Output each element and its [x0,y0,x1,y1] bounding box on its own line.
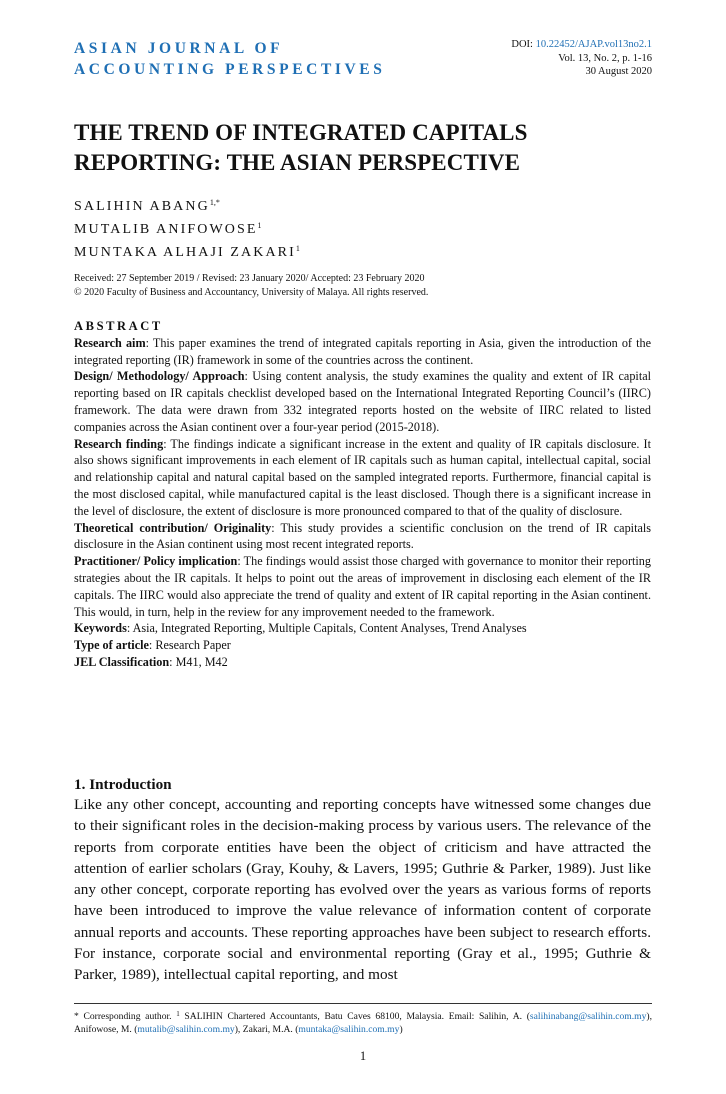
introduction-heading: 1. Introduction [74,776,172,793]
section-text: : This paper examines the trend of integrated capitals reporting in Asia, given the introduction of the integrated reporting (IR) framework in some of the countries across the continent. [74,335,651,367]
abstract-section-methodology [74,368,651,435]
footnote-text: ), Anifowose, M. ( [74,1011,652,1035]
article-title [74,118,674,178]
abstract-section-finding [74,436,651,520]
abstract [74,318,651,671]
section-label: Type of article [74,638,149,653]
title-line2: REPORTING: THE ASIAN PERSPECTIVE [74,150,521,175]
section-text: : Using content analysis, the study examines the quality and extent of IR capital reporting based on IR capitals checklist developed based on the International Integrated Reporting Council’s (IIRC) framework. The data were drawn from 332 integrated reports hosted on the website of IIRC related to listed companies across the Asian continent over a four-year period (2015-2018). [74,369,651,434]
page-number: 1 [359,1049,367,1063]
section-text: : The findings indicate a significant increase in the extent and quality of IR capitals disclosure. It also shows significant improvements in each element of IR capitals such as human capital, intellectual capital, social and relationship capital and natural capital based on the sampled integrated reports. Furthermore, financial capital is the most disclosed capital, while manufactured capital is the least disclosed. Though there is a significant increase in the level of disclosure, the extent of disclosure is more pronounced compared to that of the quality of disclosure. [74,436,651,518]
section-text: : M41, M42 [169,654,228,669]
submission-dates: Received: 27 September 2019 / Revised: 23 January 2020/ Accepted: 23 February 2020 [74,273,425,284]
author-name: MUNTAKA ALHAJI ZAKARI [74,245,296,260]
section-label: Research finding [74,436,164,451]
abstract-section-implication [74,553,651,620]
section-label: Theoretical contribution/ Originality [74,520,272,535]
footnote [74,1008,652,1036]
author [74,239,300,262]
email-link-mutalib[interactable]: mutalib@salihin.com.my [137,1024,235,1035]
author-affiliation-mark: 1 [295,244,300,253]
footnote-affiliation-mark: 1 [176,1010,180,1018]
footnote-text: ), Zakari, M.A. ( [234,1024,299,1035]
footnote-star: * [74,1011,79,1022]
section-label: JEL Classification [74,654,170,669]
abstract-jel [74,654,651,671]
footnote-divider [74,1003,652,1004]
abstract-heading: ABSTRACT [74,319,163,333]
journal-name [74,38,385,80]
introduction-body: Like any other concept, accounting and reporting concepts have witnessed some changes due to their significant roles in the decision-making process by various users. The relevance of the reports from corporate entities have been the object of criticism and have attracted the attention of earlier scholars (Gray, Kouhy, & Lavers, 1995; Guthrie & Parker, 1989). Just like any other concept, corporate reporting has evolved over the years as various forms of reports have been introduced to improve the value relevance of information content of corporate annual reports and accounts. These reporting approaches have been subject to research efforts. For instance, corporate social and environmental reporting (Gray et al., 1995; Guthrie & Parker, 1989), intellectual capital reporting, and most [74,796,651,984]
author-affiliation-mark: 1,* [209,198,220,207]
author-name: MUTALIB ANIFOWOSE [74,222,258,237]
doi-link[interactable]: 10.22452/AJAP.vol13no2.1 [535,39,652,50]
title-line1: THE TREND OF INTEGRATED CAPITALS [74,120,528,145]
abstract-keywords [74,620,651,637]
section-text: : This study provides a scientific conclusion on the trend of IR capitals disclosure in the Asian continent using most recent integrated reports. [74,520,651,552]
author [74,216,300,239]
publication-date: 30 August 2020 [585,66,652,77]
section-label: Design/ Methodology/ Approach [74,369,245,384]
article-meta [511,38,652,79]
section-label: Practitioner/ Policy implication [74,554,238,569]
submission-info [74,272,428,299]
email-link-salihin[interactable]: salihinabang@salihin.com.my [529,1011,647,1022]
author-name: SALIHIN ABANG [74,199,210,214]
copyright-notice: © 2020 Faculty of Business and Accountancy, University of Malaya. All rights reserved. [74,286,429,298]
introduction-section [74,775,651,986]
footnote-text: Corresponding author. [78,1011,177,1022]
abstract-section-research-aim [74,335,651,369]
footnote-text: SALIHIN Chartered Accountants, Batu Caves 68100, Malaysia. Email: Salihin, A. ( [179,1011,530,1022]
doi-line [511,38,652,52]
author-list [74,193,300,262]
author [74,193,300,216]
doi-label: DOI: [511,39,536,50]
email-link-muntaka[interactable]: muntaka@salihin.com.my [298,1024,400,1035]
section-text: : Asia, Integrated Reporting, Multiple Capitals, Content Analyses, Trend Analyses [126,621,527,636]
section-label: Keywords [74,621,127,636]
volume-info: Vol. 13, No. 2, p. 1-16 [558,52,652,64]
section-label: Research aim [74,335,146,350]
journal-name-line1: ASIAN JOURNAL OF [74,40,284,57]
abstract-section-originality [74,520,651,554]
author-affiliation-mark: 1 [257,221,262,230]
abstract-article-type [74,637,651,654]
journal-name-line2: ACCOUNTING PERSPECTIVES [74,61,386,78]
footnote-text: ) [399,1024,403,1035]
section-text: : The findings would assist those charged with governance to monitor their reporting strategies about the IR capitals. It helps to point out the areas of improvement in disclosing each element of the IR capitals. The IIRC would also appreciate the trend of quality and extent of IR capital reporting in the Asian continent. This would, in turn, help in the review for any improvement needed to the framework. [74,554,651,619]
section-text: : Research Paper [148,638,231,653]
